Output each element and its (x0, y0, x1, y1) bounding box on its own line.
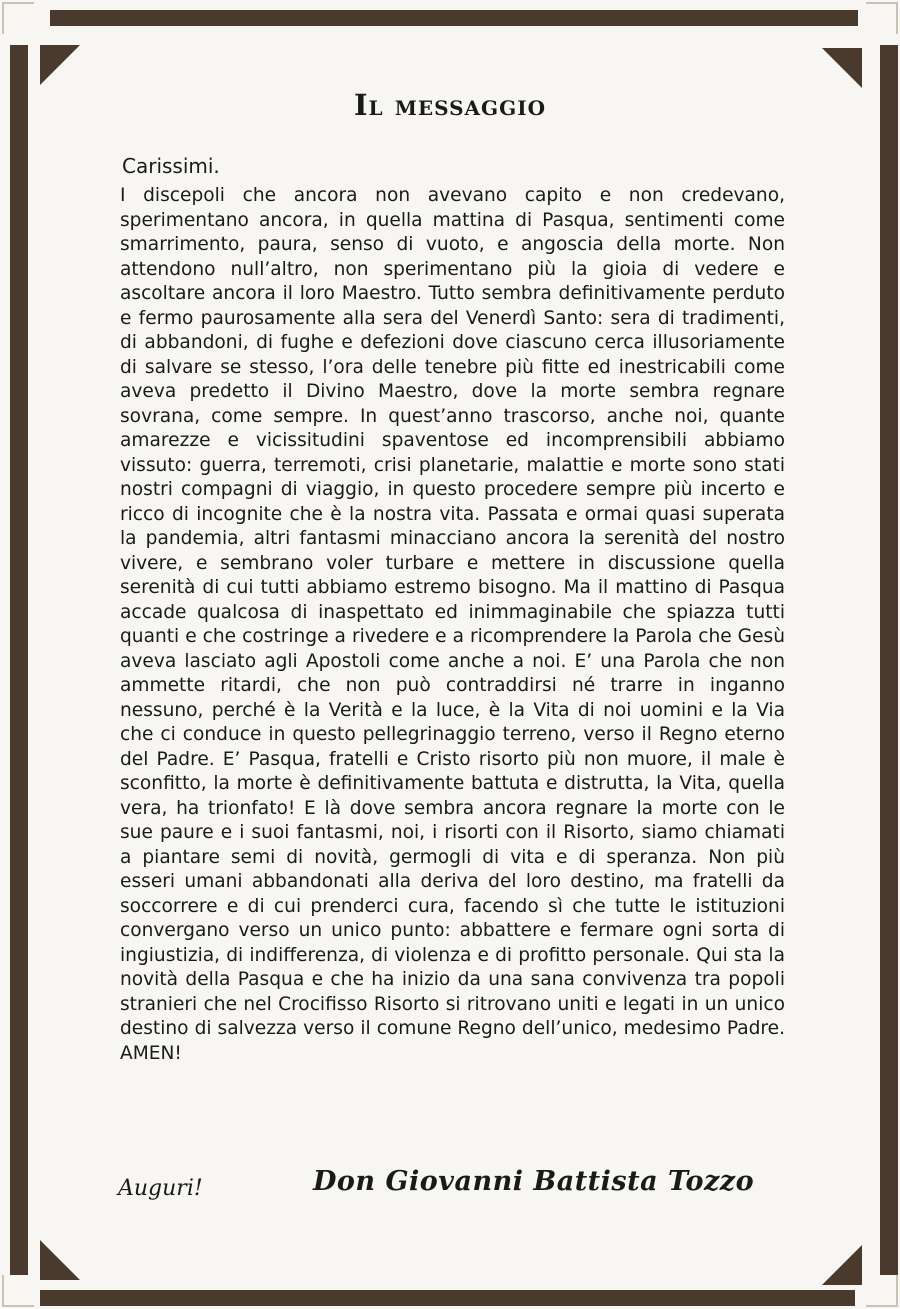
document-title: Il messaggio (353, 88, 546, 122)
frame-left-border (10, 45, 28, 1275)
greeting: Auguri! (118, 1176, 203, 1201)
corner-bracket-bottom-left (2, 1275, 34, 1307)
corner-ornament-bottom-left (40, 1240, 80, 1280)
salutation: Carissimi. (122, 154, 220, 178)
corner-bracket-top-left (2, 2, 34, 34)
corner-bracket-bottom-right (866, 1275, 898, 1307)
signature: Don Giovanni Battista Tozzo (313, 1166, 755, 1197)
corner-bracket-top-right (866, 2, 898, 34)
message-body: I discepoli che ancora non avevano capito e non credevano, sperimentano ancora, in quella mattina di Pasqua, sentimenti come smarrimento, paura, senso di vuoto, e angoscia della morte. Non attendono null’altro, non sperimentano più la gioia di vedere e ascoltare ancora il loro Maestro. Tutto sembra definitivamente perduto e fermo paurosamente alla sera del Venerdì Santo: sera di tradimenti, di abbandoni, di fughe e defezioni dove ciascuno cerca illusoriamente di salvare se stesso, l’ora delle tenebre più fitte ed inestricabili come aveva predetto il Divino Maestro, dove la morte sembra regnare sovrana, come sempre. In quest’anno trascorso, anche noi, quante amarezze e vicissitudini spaventose ed incomprensibili abbiamo vissuto: guerra, terremoti, crisi planetarie, malattie e morte sono stati nostri compagni di viaggio, in questo procedere sempre più incerto e ricco di incognite che è la nostra vita. Passata e ormai quasi superata la pandemia, altri fantasmi minacciano ancora la serenità del nostro vivere, e sembrano voler turbare e mettere in discussione quella serenità di cui tutti abbiamo estremo bisogno. Ma il mattino di Pasqua accade qualcosa di inaspettato ed inimmaginabile che spiazza tutti quanti e che costringe a rivedere e a ricomprendere la Parola che Gesù aveva lasciato agli Apostoli come anche a noi. E’ una Parola che non ammette ritardi, che non può contraddirsi né trarre in inganno nessuno, perché è la Verità e la luce, è la Vita di noi uomini e la Via che ci conduce in questo pellegrinaggio terreno, verso il Regno eterno del Padre. E’ Pasqua, fratelli e Cristo risorto più non muore, il male è sconfitto, la morte è definitivamente battuta e distrutta, la Vita, quella vera, ha trionfato! E là dove sembra ancora regnare la morte con le sue paure e i suoi fantasmi, noi, i risorti con il Risorto, siamo chiamati a piantare semi di novità, germogli di vita e di speranza. Non più esseri umani abbandonati alla deriva del loro destino, ma fratelli da soccorrere e di cui prenderci cura, facendo sì che tutte le istituzioni convergano verso un unico punto: abbattere e fermare ogni sorta di ingiustizia, di indifferenza, di violenza e di profitto personale. Qui sta la novità della Pasqua e che ha inizio da una sana convivenza tra popoli stranieri che nel Crocifisso Risorto si ritrovano uniti e legati in un unico destino di salvezza verso il comune Regno dell’unico, medesimo Padre. AMEN! (120, 185, 785, 1064)
corner-ornament-top-right (822, 48, 862, 88)
corner-ornament-top-left (40, 45, 80, 85)
frame-top-border (50, 10, 858, 26)
frame-bottom-border (40, 1290, 855, 1306)
frame-right-border (880, 45, 898, 1275)
corner-ornament-bottom-right (822, 1245, 862, 1285)
